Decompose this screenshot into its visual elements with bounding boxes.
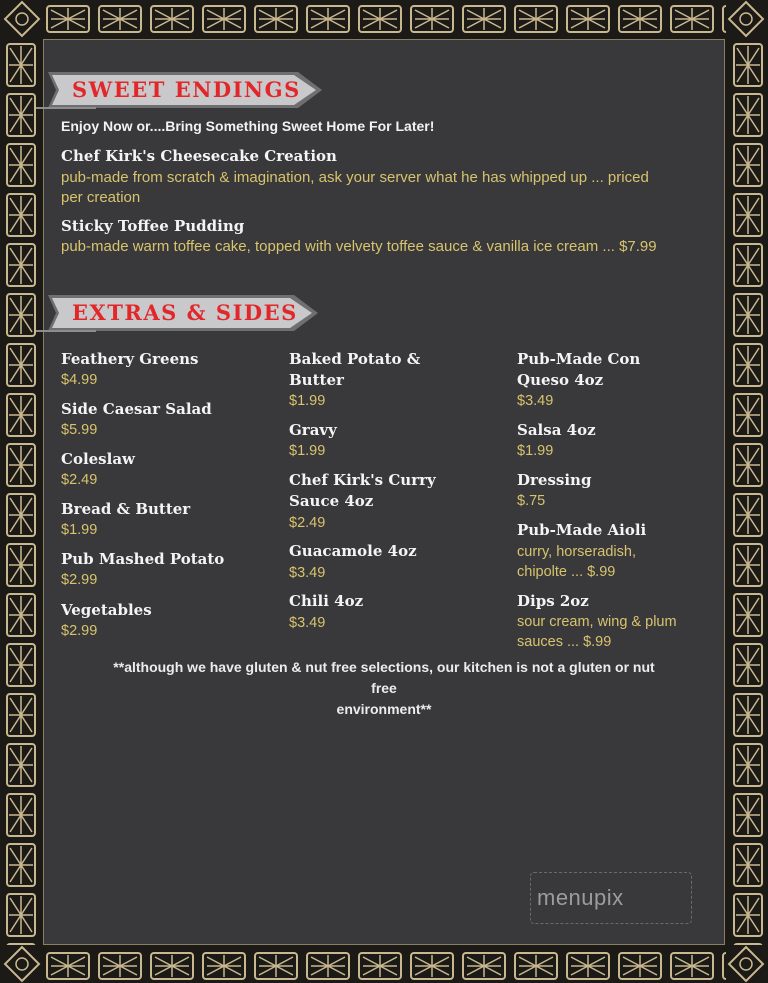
dessert-description: pub-made warm toffee cake, topped with velvety toffee sauce & vanilla ice cream ... $7.99 <box>61 238 657 255</box>
dessert-name: Chef Kirk's Cheesecake Creation <box>61 147 337 165</box>
side-item-name: Pub Mashed Potato <box>61 550 225 568</box>
side-item-description: sauces ... $.99 <box>517 634 612 650</box>
side-item-name: Side Caesar Salad <box>61 400 212 418</box>
side-item-name: Sauce 4oz <box>289 492 374 510</box>
corner-knot-icon <box>726 0 766 38</box>
side-item-name: Queso 4oz <box>517 371 604 389</box>
menupix-watermark <box>530 872 692 924</box>
side-item-price: $2.49 <box>61 472 98 488</box>
side-item-price: $2.99 <box>61 572 98 588</box>
side-item-name: Guacamole 4oz <box>289 542 417 560</box>
side-item-price: $.75 <box>517 493 546 509</box>
side-item-name: Pub-Made Aioli <box>517 521 647 539</box>
side-item-price: $3.49 <box>289 565 326 581</box>
side-item-name: Bread & Butter <box>61 500 191 518</box>
side-item-price: $3.49 <box>517 393 554 409</box>
section-banner-extras-sides <box>36 293 326 331</box>
side-item-name: Chili 4oz <box>289 592 364 610</box>
side-item-name: Dressing <box>517 471 592 489</box>
side-item-name: Gravy <box>289 421 337 439</box>
side-item-price: $3.49 <box>289 615 326 631</box>
side-item-description: sour cream, wing & plum <box>517 614 677 630</box>
section-title: SWEET ENDINGS <box>72 77 301 102</box>
side-item-name: Feathery Greens <box>61 350 199 368</box>
celtic-border-top <box>42 0 726 38</box>
side-item-name: Chef Kirk's Curry <box>289 471 436 489</box>
side-item-name: Vegetables <box>61 601 152 619</box>
side-item-name: Dips 2oz <box>517 592 589 610</box>
side-item-name: Salsa 4oz <box>517 421 596 439</box>
footnote-line: environment** <box>336 701 432 717</box>
dessert-description: per creation <box>61 189 141 206</box>
dessert-description: pub-made from scratch & imagination, ask your server what he has whipped up ... priced <box>61 169 649 186</box>
side-item-price: $1.99 <box>517 443 554 459</box>
corner-knot-icon <box>2 945 42 983</box>
side-item-price: $2.49 <box>289 515 326 531</box>
footnote-line: **although we have gluten & nut free selections, our kitchen is not a gluten or nut free <box>113 659 655 696</box>
side-item-price: $1.99 <box>61 522 98 538</box>
side-item-price: $2.99 <box>61 623 98 639</box>
section-banner-sweet-endings <box>36 70 326 108</box>
side-item-price: $1.99 <box>289 393 326 409</box>
corner-knot-icon <box>2 0 42 38</box>
side-item-name: Pub-Made Con <box>517 350 641 368</box>
side-item-price: $4.99 <box>61 372 98 388</box>
side-item-price: $5.99 <box>61 422 98 438</box>
side-item-description: curry, horseradish, <box>517 544 636 560</box>
section-tagline: Enjoy Now or....Bring Something Sweet Home For Later! <box>61 118 435 134</box>
corner-knot-icon <box>726 945 766 983</box>
celtic-border-left <box>0 40 42 945</box>
allergen-footnote <box>100 657 668 720</box>
dessert-name: Sticky Toffee Pudding <box>61 217 245 235</box>
side-item-description: chipolte ... $.99 <box>517 564 616 580</box>
side-item-name: Butter <box>289 371 344 389</box>
section-title: EXTRAS & SIDES <box>72 300 298 325</box>
celtic-border-right <box>727 40 768 945</box>
celtic-border-bottom <box>42 947 726 981</box>
side-item-name: Coleslaw <box>61 450 135 468</box>
side-item-name: Baked Potato & <box>289 350 421 368</box>
side-item-price: $1.99 <box>289 443 326 459</box>
watermark-text: menupix <box>537 885 624 910</box>
